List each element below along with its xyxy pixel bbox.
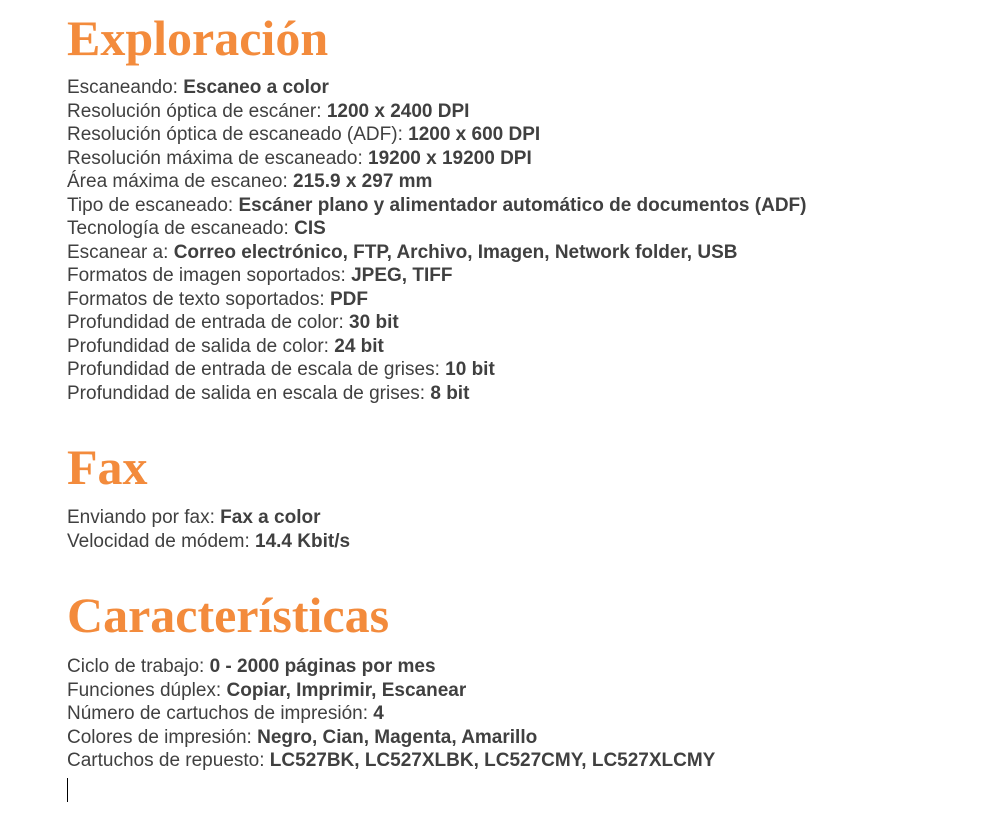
spec-value: 8 bit [430,382,470,404]
spec-row [67,288,806,312]
spec-row [67,194,806,218]
spec-list-exploracion [67,76,806,405]
spec-row [67,76,806,100]
spec-row [67,679,715,703]
spec-label: Tipo de escaneado: [67,194,234,216]
spec-label: Resolución máxima de escaneado: [67,147,363,169]
spec-row [67,726,715,750]
text-cursor[interactable] [67,778,68,802]
spec-label: Enviando por fax: [67,507,215,528]
spec-label: Tecnología de escaneado: [67,218,289,239]
spec-row [67,335,806,359]
spec-value: Correo electrónico, FTP, Archivo, Imagen, Network folder, USB [173,241,738,263]
spec-row [67,123,806,147]
spec-value: 1200 x 600 DPI [408,124,541,145]
spec-label: Profundidad de salida de color: [67,335,329,357]
section-title-caracteristicas: Características [67,587,390,643]
spec-label: Área máxima de escaneo: [67,171,288,192]
spec-label: Número de cartuchos de impresión: [67,703,368,724]
spec-value: 0 - 2000 páginas por mes [209,656,436,677]
spec-row [67,147,806,171]
spec-value: CIS [294,218,326,239]
spec-label: Ciclo de trabajo: [67,656,205,677]
spec-value: Copiar, Imprimir, Escanear [226,679,467,701]
spec-value: LC527BK, LC527XLBK, LC527CMY, LC527XLCMY [269,750,716,771]
spec-label: Profundidad de entrada de escala de grises: [67,359,440,380]
spec-value: Negro, Cian, Magenta, Amarillo [257,726,538,748]
spec-value: 30 bit [349,312,399,333]
spec-row [67,217,806,241]
spec-row [67,358,806,382]
spec-value: 4 [373,703,384,724]
spec-label: Formatos de texto soportados: [67,288,325,310]
spec-label: Funciones dúplex: [67,679,222,701]
spec-value: 19200 x 19200 DPI [368,147,532,169]
spec-label: Escanear a: [67,241,169,263]
spec-value: 10 bit [445,359,495,380]
section-title-exploracion: Exploración [67,10,329,66]
spec-value: 1200 x 2400 DPI [326,100,470,122]
section-title-fax: Fax [67,439,148,495]
spec-row [67,264,806,288]
spec-label: Profundidad de salida en escala de grises: [67,382,426,404]
spec-value: Fax a color [220,507,321,528]
spec-label: Profundidad de entrada de color: [67,312,344,333]
spec-row [67,702,715,726]
spec-value: Escaneo a color [183,77,329,98]
spec-label: Velocidad de módem: [67,530,250,552]
spec-row [67,311,806,335]
spec-list-fax [67,506,350,553]
spec-row [67,241,806,265]
spec-value: PDF [329,288,368,310]
spec-value: 215.9 x 297 mm [293,171,433,192]
spec-label: Formatos de imagen soportados: [67,265,346,286]
spec-value: 24 bit [334,335,384,357]
spec-label: Resolución óptica de escáner: [67,100,322,122]
spec-label: Escaneando: [67,77,178,98]
spec-value: Escáner plano y alimentador automático de documentos (ADF) [238,194,807,216]
spec-row [67,100,806,124]
spec-value: 14.4 Kbit/s [255,530,351,552]
spec-list-caracteristicas [67,655,715,773]
spec-row [67,170,806,194]
spec-row [67,382,806,406]
spec-row [67,749,715,773]
spec-row [67,655,715,679]
spec-label: Cartuchos de repuesto: [67,750,265,771]
spec-row [67,530,350,554]
spec-label: Colores de impresión: [67,726,252,748]
spec-label: Resolución óptica de escaneado (ADF): [67,124,403,145]
spec-value: JPEG, TIFF [351,265,453,286]
spec-row [67,506,350,530]
